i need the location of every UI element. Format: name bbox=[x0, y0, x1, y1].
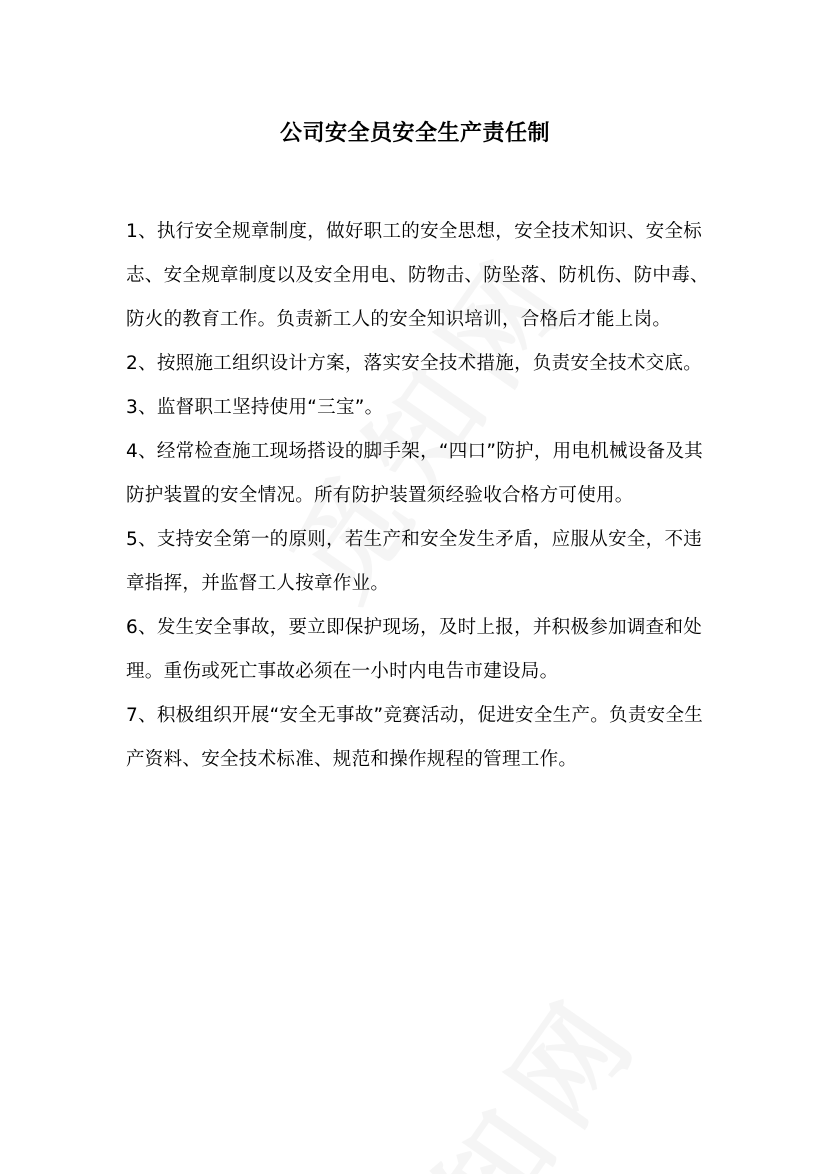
paragraph-4: 4、经常检查施工现场搭设的脚手架，“四口”防护，用电机械设备及其防护装置的安全情况。所有防护装置须经验收合格方可使用。 bbox=[126, 441, 704, 506]
document-body bbox=[126, 210, 716, 782]
paragraph-2: 2、按照施工组织设计方案，落实安全技术措施，负责安全技术交底。 bbox=[126, 353, 703, 374]
document-title: 公司安全员安全生产责任制 bbox=[279, 121, 550, 146]
watermark bbox=[318, 954, 671, 1174]
paragraph-3: 3、监督职工坚持使用“三宝”。 bbox=[126, 397, 384, 418]
paragraph-5: 5、支持安全第一的原则，若生产和安全发生矛盾，应服从安全，不违章指挥，并监督工人按章作业。 bbox=[126, 529, 703, 594]
paragraph-7: 7、积极组织开展“安全无事故”竞赛活动，促进安全生产。负责安全生产资料、安全技术标准、规范和操作规程的管理工作。 bbox=[126, 705, 704, 770]
paragraph-1: 1、执行安全规章制度，做好职工的安全思想，安全技术知识、安全标志、安全规章制度以及安全用电、防物击、防坠落、防机伤、防中毒、防火的教育工作。负责新工人的安全知识培训，合格后才能上岗。 bbox=[126, 221, 709, 330]
paragraph-6: 6、发生安全事故，要立即保护现场，及时上报，并积极参加调查和处理。重伤或死亡事故必须在一小时内电告市建设局。 bbox=[126, 617, 703, 682]
